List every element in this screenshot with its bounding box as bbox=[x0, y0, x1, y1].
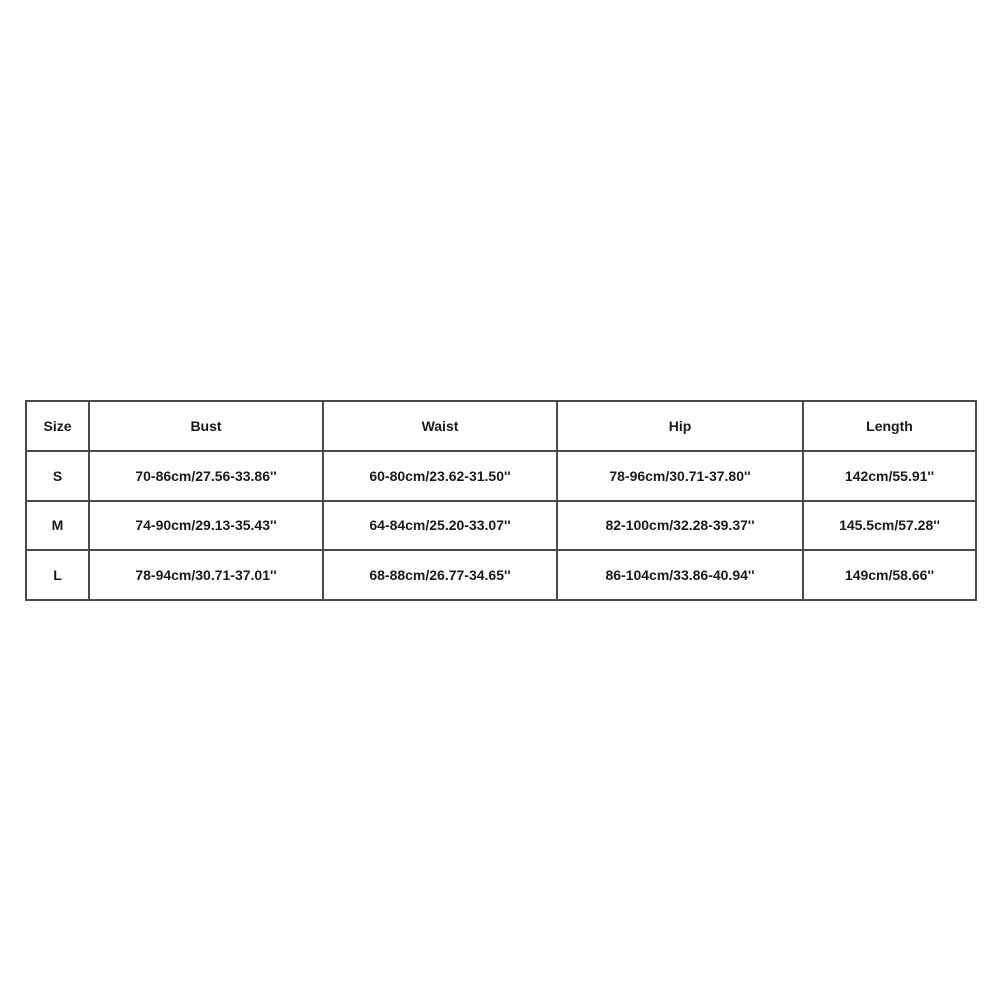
size-chart-table bbox=[25, 400, 977, 601]
table-row bbox=[26, 550, 976, 600]
length-cell: 145.5cm/57.28'' bbox=[803, 501, 976, 551]
header-size: Size bbox=[26, 401, 89, 451]
hip-cell: 82-100cm/32.28-39.37'' bbox=[557, 501, 803, 551]
waist-cell: 64-84cm/25.20-33.07'' bbox=[323, 501, 557, 551]
size-cell: M bbox=[26, 501, 89, 551]
size-cell: S bbox=[26, 451, 89, 501]
waist-cell: 60-80cm/23.62-31.50'' bbox=[323, 451, 557, 501]
table-row bbox=[26, 451, 976, 501]
header-bust: Bust bbox=[89, 401, 323, 451]
waist-cell: 68-88cm/26.77-34.65'' bbox=[323, 550, 557, 600]
header-length: Length bbox=[803, 401, 976, 451]
length-cell: 142cm/55.91'' bbox=[803, 451, 976, 501]
length-cell: 149cm/58.66'' bbox=[803, 550, 976, 600]
table-header-row bbox=[26, 401, 976, 451]
bust-cell: 78-94cm/30.71-37.01'' bbox=[89, 550, 323, 600]
hip-cell: 86-104cm/33.86-40.94'' bbox=[557, 550, 803, 600]
table-row bbox=[26, 501, 976, 551]
header-waist: Waist bbox=[323, 401, 557, 451]
bust-cell: 74-90cm/29.13-35.43'' bbox=[89, 501, 323, 551]
bust-cell: 70-86cm/27.56-33.86'' bbox=[89, 451, 323, 501]
header-hip: Hip bbox=[557, 401, 803, 451]
hip-cell: 78-96cm/30.71-37.80'' bbox=[557, 451, 803, 501]
size-cell: L bbox=[26, 550, 89, 600]
